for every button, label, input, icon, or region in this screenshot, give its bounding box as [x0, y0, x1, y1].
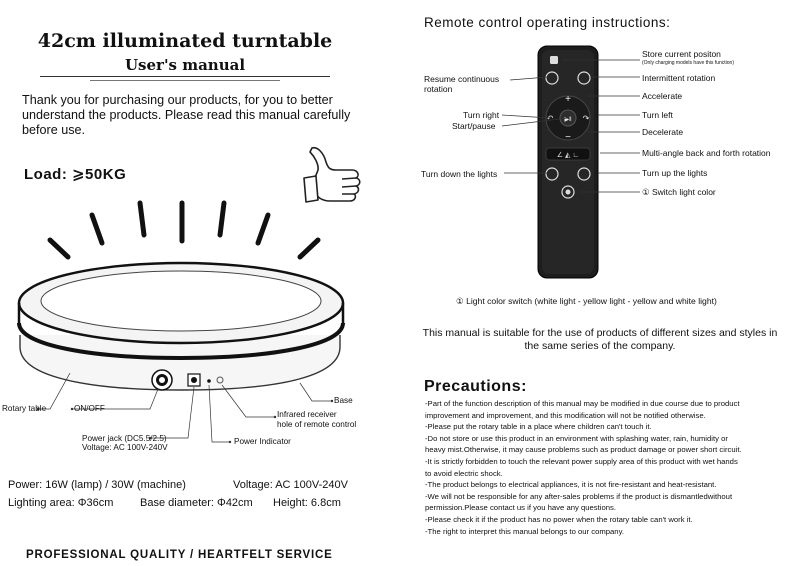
precaution-line: -Please check it if the product has no power when the rotary table can't work it.	[425, 514, 693, 524]
label-resume-2: rotation	[424, 84, 453, 94]
label-infrared-1: Infrared receiver	[277, 410, 337, 419]
spec-height: Height: 6.8cm	[273, 497, 341, 509]
svg-text:+: +	[565, 94, 571, 105]
load-rating: Load: ⩾50KG	[24, 166, 127, 183]
precaution-line: -The product belongs to electrical appliances, it is not fire-resistant and heat-resistant.	[425, 480, 717, 490]
precaution-line: -Do not store or use this product in an environment with splashing water, rain, humidity or	[425, 433, 728, 443]
remote-title: Remote control operating instructions:	[424, 15, 671, 30]
spec-voltage: Voltage: AC 100V-240V	[233, 479, 348, 491]
label-switch-color: ① Switch light color	[642, 187, 716, 197]
svg-text:↶: ↶	[546, 114, 554, 123]
spec-base-diameter: Base diameter: Φ42cm	[140, 497, 253, 509]
label-accelerate: Accelerate	[642, 91, 683, 101]
svg-text:−: −	[565, 132, 571, 143]
label-power-jack: Power jack (DC5.5/2.5)	[82, 434, 167, 443]
precaution-line: -It is strictly forbidden to touch the relevant power supply area of this product with wet hands	[425, 456, 738, 466]
label-infrared-2: hole of remote control	[277, 420, 357, 429]
label-power-indicator: Power Indicator	[234, 437, 291, 446]
power-button-icon	[152, 370, 172, 390]
label-resume-1: Resume continuous	[424, 74, 500, 84]
precaution-line: heavy mist.Otherwise, it may cause problems such as product damage or power short circuit.	[425, 445, 742, 455]
label-base: Base	[334, 396, 353, 405]
precautions-title: Precautions:	[424, 378, 527, 395]
label-intermittent: Intermittent rotation	[642, 73, 716, 83]
precaution-line: to avoid electric shock.	[425, 468, 503, 478]
label-turn-left: Turn left	[642, 110, 673, 120]
svg-text:▶‖: ▶‖	[564, 117, 572, 123]
label-store-position: Store current positon	[642, 49, 721, 59]
svg-text:↷: ↷	[582, 114, 590, 123]
light-color-note: ① Light color switch (white light - yellow light - yellow and white light)	[456, 296, 717, 306]
turntable-illustration	[0, 195, 360, 485]
precaution-line: -The right to interpret this manual belongs to our company.	[425, 526, 624, 536]
label-turn-right: Turn right	[463, 110, 500, 120]
manual-subtitle: User's manual	[124, 56, 246, 74]
label-start-pause: Start/pause	[452, 121, 496, 131]
title-divider	[40, 76, 330, 77]
manual-title: 42cm illuminated turntable	[37, 30, 333, 52]
svg-text:∠ ◭ ∟: ∠ ◭ ∟	[556, 152, 580, 159]
label-voltage-small: Voltage: AC 100V-240V	[82, 443, 168, 452]
title-divider-short	[90, 80, 280, 81]
precaution-line: improvement and improvement, and this modification will not be notified otherwise.	[425, 410, 706, 420]
label-turn-up-lights: Turn up the lights	[642, 168, 708, 178]
precaution-line: -We will not be responsible for any after-sales problems if the product is dismantledwithout	[425, 491, 733, 501]
precaution-line: -Part of the function description of this manual may be modified in due course due to product	[425, 399, 740, 408]
label-multi-angle: Multi-angle back and forth rotation	[642, 148, 771, 158]
precaution-line: permission.Please contact us if you have any questions.	[425, 503, 617, 513]
label-turn-down-lights: Turn down the lights	[421, 169, 498, 179]
precaution-line: -Please put the rotary table in a place where children can't touch it.	[425, 422, 652, 432]
label-store-note: (Only charging models have this function)	[642, 60, 734, 66]
precautions-list	[425, 398, 790, 537]
spec-power: Power: 16W (lamp) / 30W (machine)	[8, 479, 186, 491]
label-decelerate: Decelerate	[642, 127, 684, 137]
suitability-note: This manual is suitable for the use of products of different sizes and styles in the same series of the company.	[422, 327, 778, 352]
spec-lighting-area: Lighting area: Φ36cm	[8, 497, 114, 509]
intro-text: Thank you for purchasing our products, for you to better understand the products. Please read this manual carefully before use.	[22, 93, 351, 137]
footer-slogan: PROFESSIONAL QUALITY / HEARTFELT SERVICE	[26, 549, 333, 561]
label-rotary-table: Rotary table	[2, 404, 47, 413]
label-on-off: ON/OFF	[74, 404, 105, 413]
